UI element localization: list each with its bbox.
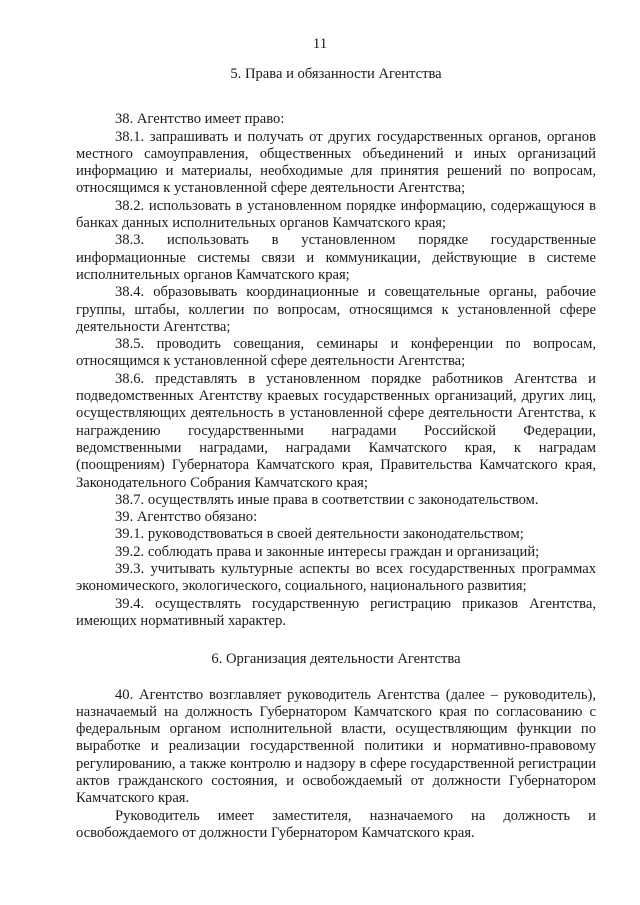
- section-6-heading: 6. Организация деятельности Агентства: [211, 651, 461, 668]
- paragraph-38-7: 38.7. осуществлять иные права в соответствии с законодательством.: [115, 491, 539, 508]
- paragraph-38-1: 38.1. запрашивать и получать от других государственных органов, органов местного самоуправления, общественных объединений и иных организаций информацию и материалы, необходимые для принятия решений по вопросам, относящимся к установленной сфере деятельности Агентства;: [76, 128, 596, 197]
- paragraph-39-4: 39.4. осуществлять государственную регистрацию приказов Агентства, имеющих нормативный характер.: [76, 595, 596, 629]
- paragraph-38-3: 38.3. использовать в установленном порядке государственные информационные системы связи и коммуникации, действующие в системе исполнительных органов Камчатского края;: [76, 232, 596, 283]
- paragraph-39-1: 39.1. руководствоваться в своей деятельности законодательством;: [115, 526, 524, 543]
- paragraph-38-4: 38.4. образовывать координационные и совещательные органы, рабочие группы, штабы, коллегии по вопросам, относящимся к установленной сфере деятельности Агентства;: [76, 284, 596, 335]
- page-number: 11: [312, 36, 328, 52]
- section-5-body: [76, 111, 596, 630]
- page-content: [76, 66, 596, 842]
- section-6-body: [76, 687, 596, 843]
- section-5-heading: 5. Права и обязанности Агентства: [230, 66, 442, 82]
- paragraph-40: 40. Агентство возглавляет руководитель Агентства (далее – руководитель), назначаемый на должность Губернатором Камчатского края по согласованию с федеральным органом исполнительной власти, осуществляющим функции по выработке и реализации государственной политики и нормативно-правовому регулированию, а также контролю и надзору в сфере государственной регистрации актов гражданского состояния, и освобождаемый от должности Губернатором Камчатского края.: [76, 686, 596, 807]
- paragraph-39: 39. Агентство обязано:: [115, 509, 258, 526]
- paragraph-38-6: 38.6. представлять в установленном порядке работников Агентства и подведомственных Агентству краевых государственных организаций, других лиц, осуществляющих деятельность в установленной сфере деятельности Агентства, к награждению государственными наградами Российской Федерации, ведомственными наградами, наградами Камчатского края, к наградам (поощрениям) Губернатора Камчатского края, Правительства Камчатского края, Законодательного Собрания Камчатского края;: [76, 370, 596, 491]
- paragraph-38: 38. Агентство имеет право:: [115, 111, 285, 128]
- paragraph-39-2: 39.2. соблюдать права и законные интересы граждан и организаций;: [115, 543, 540, 560]
- paragraph-deputy: Руководитель имеет заместителя, назначаемого на должность и освобождаемого от должности Губернатором Камчатского края.: [76, 807, 596, 841]
- paragraph-39-3: 39.3. учитывать культурные аспекты во всех государственных программах экономического, экологического, социального, национального развития;: [76, 561, 596, 595]
- paragraph-38-2: 38.2. использовать в установленном порядке информацию, содержащуюся в банках данных исполнительных органов Камчатского края;: [76, 197, 596, 232]
- paragraph-38-5: 38.5. проводить совещания, семинары и конференции по вопросам, относящимся к установленной сфере деятельности Агентства;: [76, 336, 596, 370]
